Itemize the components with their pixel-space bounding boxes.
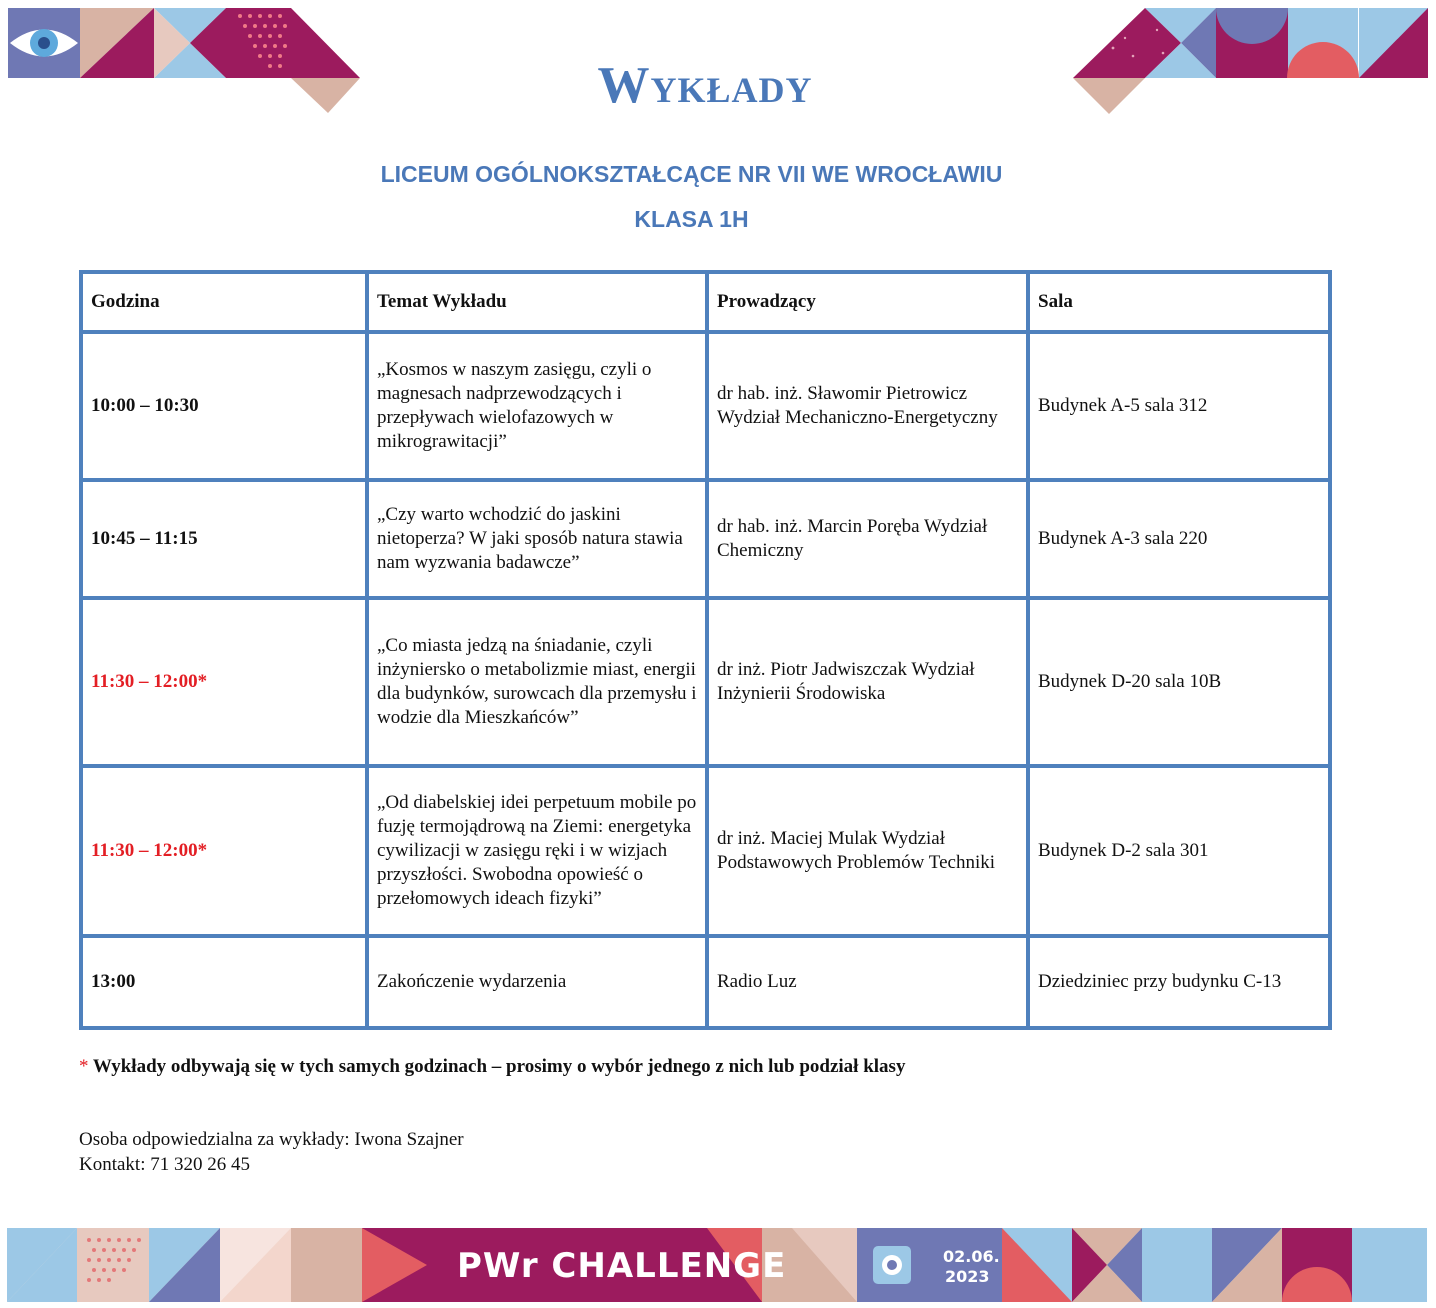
time-cell: 11:30 – 12:00* [81, 766, 367, 936]
footnote [79, 1056, 905, 1078]
room-cell: Budynek A-5 sala 312 [1028, 332, 1330, 480]
time-cell: 10:45 – 11:15 [81, 480, 367, 598]
room-cell: Budynek D-20 sala 10B [1028, 598, 1330, 766]
footer-banner [7, 1228, 1427, 1302]
column-header-lecturer: Prowadzący [707, 272, 1028, 332]
topic-cell: „Od diabelskiej idei perpetuum mobile po fuzję termojądrową na Ziemi: energetyka cywilizacji w zasięgu ręki i w wizjach przyszłości. Swobodna opowieść o przełomowych ideach fizyki” [367, 766, 707, 936]
topic-cell: „Czy warto wchodzić do jaskini nietoperza? W jaki sposób natura stawia nam wyzwania badawcze” [367, 480, 707, 598]
table-row [81, 936, 1330, 1028]
contact-block [79, 1127, 464, 1177]
column-header-time: Godzina [81, 272, 367, 332]
lecturer-cell: dr inż. Piotr Jadwiszczak Wydział Inżynierii Środowiska [707, 598, 1028, 766]
table-header-row [81, 272, 1330, 332]
table-row [81, 598, 1330, 766]
footnote-asterisk: * [79, 1056, 89, 1077]
school-name: LICEUM OGÓLNOKSZTAŁCĄCE NR VII WE WROCŁAWIU [380, 161, 1003, 187]
brand-name: PWr CHALLENGE [457, 1246, 787, 1286]
room-cell: Budynek D-2 sala 301 [1028, 766, 1330, 936]
lecturer-cell: Radio Luz [707, 936, 1028, 1028]
room-cell: Dziedziniec przy budynku C-13 [1028, 936, 1330, 1028]
responsible-person: Osoba odpowiedzialna za wykłady: Iwona Szajner [79, 1129, 464, 1150]
column-header-room: Sala [1028, 272, 1330, 332]
topic-cell: Zakończenie wydarzenia [367, 936, 707, 1028]
time-cell: 11:30 – 12:00* [81, 598, 367, 766]
lecturer-cell: dr hab. inż. Sławomir Pietrowicz Wydział Mechaniczno-Energetyczny [707, 332, 1028, 480]
lecturer-cell: dr inż. Maciej Mulak Wydział Podstawowych Problemów Techniki [707, 766, 1028, 936]
event-date-day: 02.06. [943, 1247, 1000, 1266]
footnote-text: Wykłady odbywają się w tych samych godzinach – prosimy o wybór jednego z nich lub podział klasy [92, 1056, 906, 1077]
contact-phone: Kontakt: 71 320 26 45 [79, 1154, 250, 1175]
room-cell: Budynek A-3 sala 220 [1028, 480, 1330, 598]
topic-cell: „Kosmos w naszym zasięgu, czyli o magnesach nadprzewodzących i przepływach wielofazowych w mikrograwitacji” [367, 332, 707, 480]
column-header-topic: Temat Wykładu [367, 272, 707, 332]
brand-logo-icon [873, 1246, 911, 1284]
class-name: KLASA 1H [634, 206, 749, 232]
lecturer-cell: dr hab. inż. Marcin Poręba Wydział Chemiczny [707, 480, 1028, 598]
table-row [81, 480, 1330, 598]
lectures-table [79, 270, 1332, 1030]
page-title: Wykłady [597, 57, 813, 114]
time-cell: 13:00 [81, 936, 367, 1028]
time-cell: 10:00 – 10:30 [81, 332, 367, 480]
table-row [81, 766, 1330, 936]
event-date-year: 2023 [945, 1267, 990, 1286]
table-row [81, 332, 1330, 480]
topic-cell: „Co miasta jedzą na śniadanie, czyli inżyniersko o metabolizmie miast, energii dla budynków, surowcach dla przemysłu i wodzie dla Mieszkańców” [367, 598, 707, 766]
